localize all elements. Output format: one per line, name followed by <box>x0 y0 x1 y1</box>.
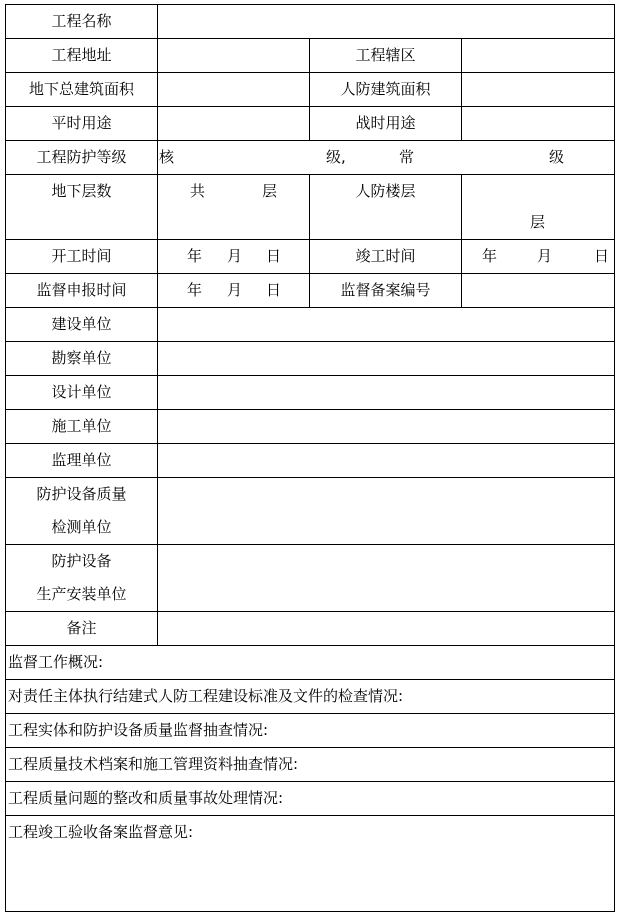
row-rectification <box>6 782 615 816</box>
label-supervision-record-no: 监督备案编号 <box>310 274 462 308</box>
text-completion-day: 日 <box>594 247 610 265</box>
label-start-date: 开工时间 <box>6 240 158 274</box>
text-start-day: 日 <box>266 247 282 265</box>
text-floors-unit: 层 <box>262 182 278 200</box>
label-underground-floors: 地下层数 <box>6 175 158 240</box>
label-protective-install <box>6 545 158 612</box>
row-supervisor <box>6 444 615 478</box>
field-project-address[interactable] <box>158 39 310 73</box>
label-project-name: 工程名称 <box>6 5 158 39</box>
field-protection-level[interactable] <box>158 141 615 175</box>
row-floors <box>6 175 615 240</box>
field-surveyor[interactable] <box>158 342 615 376</box>
field-project-name[interactable] <box>158 5 615 39</box>
row-protective-quality <box>6 478 615 545</box>
row-supervision <box>6 274 615 308</box>
label-peacetime-use: 平时用途 <box>6 107 158 141</box>
text-start-year: 年 <box>187 247 203 265</box>
text-completion-year: 年 <box>482 247 498 265</box>
text-apply-year: 年 <box>187 281 203 299</box>
section-overview[interactable]: 监督工作概况: <box>6 646 615 680</box>
row-designer <box>6 376 615 410</box>
section-inspection-archives[interactable]: 工程质量技术档案和施工管理资料抽查情况: <box>6 748 615 782</box>
row-surveyor <box>6 342 615 376</box>
section-inspection-responsibility[interactable]: 对责任主体执行结建式人防工程建设标准及文件的检查情况: <box>6 680 615 714</box>
label-surveyor: 勘察单位 <box>6 342 158 376</box>
label-protective-quality-line2: 检测单位 <box>51 518 112 536</box>
field-builder[interactable] <box>158 308 615 342</box>
field-designer[interactable] <box>158 376 615 410</box>
field-supervisor[interactable] <box>158 444 615 478</box>
text-completion-month: 月 <box>537 247 553 265</box>
field-project-district[interactable] <box>462 39 615 73</box>
label-protective-install-line2: 生产安装单位 <box>36 585 127 603</box>
row-builder <box>6 308 615 342</box>
label-civil-defense-area: 人防建筑面积 <box>310 73 462 107</box>
text-conventional: 常 <box>399 148 415 166</box>
row-inspection-archives <box>6 748 615 782</box>
text-apply-month: 月 <box>227 281 243 299</box>
row-dates <box>6 240 615 274</box>
field-wartime-use[interactable] <box>462 107 615 141</box>
text-start-month: 月 <box>227 247 243 265</box>
label-remarks: 备注 <box>6 612 158 646</box>
label-underground-total-area: 地下总建筑面积 <box>6 73 158 107</box>
row-remarks <box>6 612 615 646</box>
section-rectification[interactable]: 工程质量问题的整改和质量事故处理情况: <box>6 782 615 816</box>
label-wartime-use: 战时用途 <box>310 107 462 141</box>
label-project-address: 工程地址 <box>6 39 158 73</box>
row-completion-opinion <box>6 816 615 912</box>
row-inspection-responsibility <box>6 680 615 714</box>
field-civil-defense-area[interactable] <box>462 73 615 107</box>
row-project-name <box>6 5 615 39</box>
label-protective-quality-line1: 防护设备质量 <box>36 485 127 503</box>
row-area <box>6 73 615 107</box>
field-remarks[interactable] <box>158 612 615 646</box>
text-level-1: 级, <box>326 148 346 166</box>
section-completion-opinion[interactable]: 工程竣工验收备案监督意见: <box>6 816 615 912</box>
text-apply-day: 日 <box>266 281 282 299</box>
row-constructor <box>6 410 615 444</box>
label-completion-date: 竣工时间 <box>310 240 462 274</box>
row-project-address <box>6 39 615 73</box>
row-inspection-quality <box>6 714 615 748</box>
label-supervisor: 监理单位 <box>6 444 158 478</box>
label-supervision-apply-date: 监督申报时间 <box>6 274 158 308</box>
label-civil-defense-floor: 人防楼层 <box>310 175 462 240</box>
field-protective-quality[interactable] <box>158 478 615 545</box>
label-designer: 设计单位 <box>6 376 158 410</box>
label-project-district: 工程辖区 <box>310 39 462 73</box>
row-overview <box>6 646 615 680</box>
field-supervision-record-no[interactable] <box>462 274 615 308</box>
civil-defense-supervision-form <box>5 4 615 912</box>
row-use <box>6 107 615 141</box>
field-civil-defense-floor[interactable] <box>462 175 615 240</box>
field-protective-install[interactable] <box>158 545 615 612</box>
text-level-2: 级 <box>549 148 565 166</box>
label-builder: 建设单位 <box>6 308 158 342</box>
section-inspection-quality[interactable]: 工程实体和防护设备质量监督抽查情况: <box>6 714 615 748</box>
field-completion-date[interactable] <box>462 240 615 274</box>
text-nuclear: 核 <box>159 148 175 166</box>
label-constructor: 施工单位 <box>6 410 158 444</box>
field-underground-total-area[interactable] <box>158 73 310 107</box>
field-underground-floors[interactable] <box>158 175 310 240</box>
label-protective-install-line1: 防护设备 <box>51 552 112 570</box>
text-civil-defense-floor-unit: 层 <box>530 213 546 231</box>
field-supervision-apply-date[interactable] <box>158 274 310 308</box>
text-floors-total: 共 <box>190 182 206 200</box>
field-constructor[interactable] <box>158 410 615 444</box>
row-protection-level <box>6 141 615 175</box>
label-protection-level: 工程防护等级 <box>6 141 158 175</box>
row-protective-install <box>6 545 615 612</box>
field-start-date[interactable] <box>158 240 310 274</box>
label-protective-quality <box>6 478 158 545</box>
field-peacetime-use[interactable] <box>158 107 310 141</box>
